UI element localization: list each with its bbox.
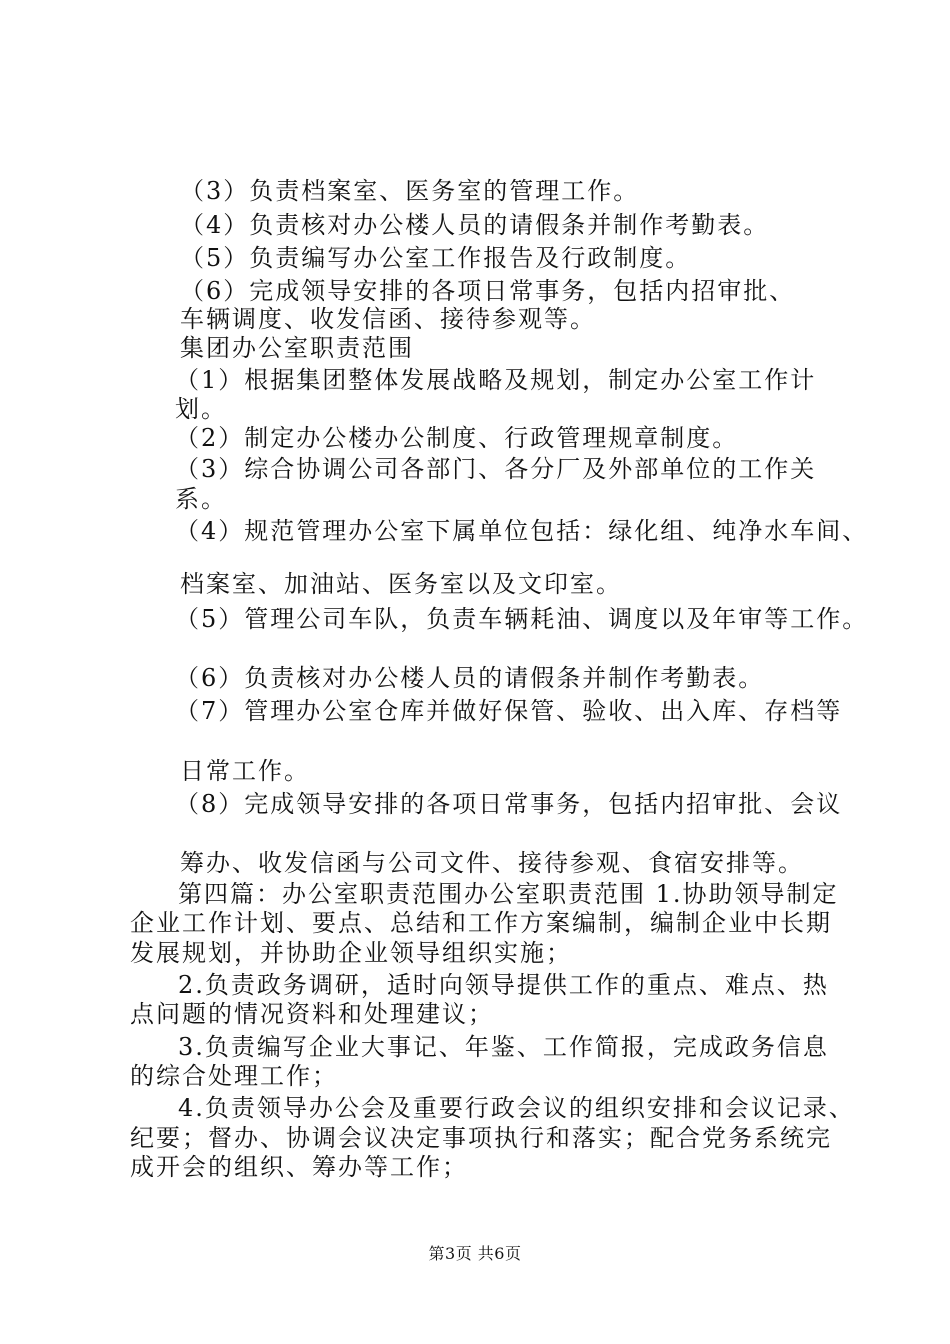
text-line: 点问题的情况资料和处理建议； [130, 1000, 494, 1028]
text-line: 的综合处理工作； [130, 1062, 338, 1090]
text-line: （5）负责编写办公室工作报告及行政制度。 [180, 244, 692, 272]
text-line: 第四篇：办公室职责范围办公室职责范围 1.协助领导制定 [178, 880, 839, 908]
text-line: （7）管理办公室仓库并做好保管、验收、出入库、存档等 [175, 697, 843, 725]
text-line: （8）完成领导安排的各项日常事务，包括内招审批、会议 [175, 790, 843, 818]
text-line: （5）管理公司车队，负责车辆耗油、调度以及年审等工作。 [175, 605, 869, 633]
text-line: 车辆调度、收发信函、接待参观等。 [180, 305, 596, 333]
text-line: （4）负责核对办公楼人员的请假条并制作考勤表。 [180, 211, 770, 239]
text-line: （3）综合协调公司各部门、各分厂及外部单位的工作关 [175, 455, 817, 483]
text-line: 划。 [175, 395, 227, 423]
text-line: （2）制定办公楼办公制度、行政管理规章制度。 [175, 424, 739, 452]
text-line: 档案室、加油站、医务室以及文印室。 [180, 570, 622, 598]
text-line: （1）根据集团整体发展战略及规划，制定办公室工作计 [175, 366, 817, 394]
page-number-footer: 第3页 共6页 [428, 1244, 522, 1263]
text-line: 发展规划，并协助企业领导组织实施； [130, 939, 572, 967]
text-line: 成开会的组织、筹办等工作； [130, 1153, 468, 1181]
text-line: （3）负责档案室、医务室的管理工作。 [180, 177, 640, 205]
text-line: 3.负责编写企业大事记、年鉴、工作简报，完成政务信息 [178, 1033, 829, 1061]
text-line: 纪要；督办、协调会议决定事项执行和落实；配合党务系统完 [130, 1124, 832, 1152]
text-line: 企业工作计划、要点、总结和工作方案编制，编制企业中长期 [130, 909, 832, 937]
text-line: （6）完成领导安排的各项日常事务，包括内招审批、 [180, 277, 796, 305]
text-line: 2.负责政务调研，适时向领导提供工作的重点、难点、热 [178, 971, 829, 999]
text-line: 4.负责领导办公会及重要行政会议的组织安排和会议记录、 [178, 1094, 855, 1122]
text-line: （6）负责核对办公楼人员的请假条并制作考勤表。 [175, 664, 765, 692]
text-line: （4）规范管理办公室下属单位包括：绿化组、纯净水车间、 [175, 517, 869, 545]
section-heading: 集团办公室职责范围 [180, 334, 414, 362]
text-line: 筹办、收发信函与公司文件、接待参观、食宿安排等。 [180, 849, 804, 877]
text-line: 系。 [175, 485, 227, 513]
text-line: 日常工作。 [180, 757, 310, 785]
